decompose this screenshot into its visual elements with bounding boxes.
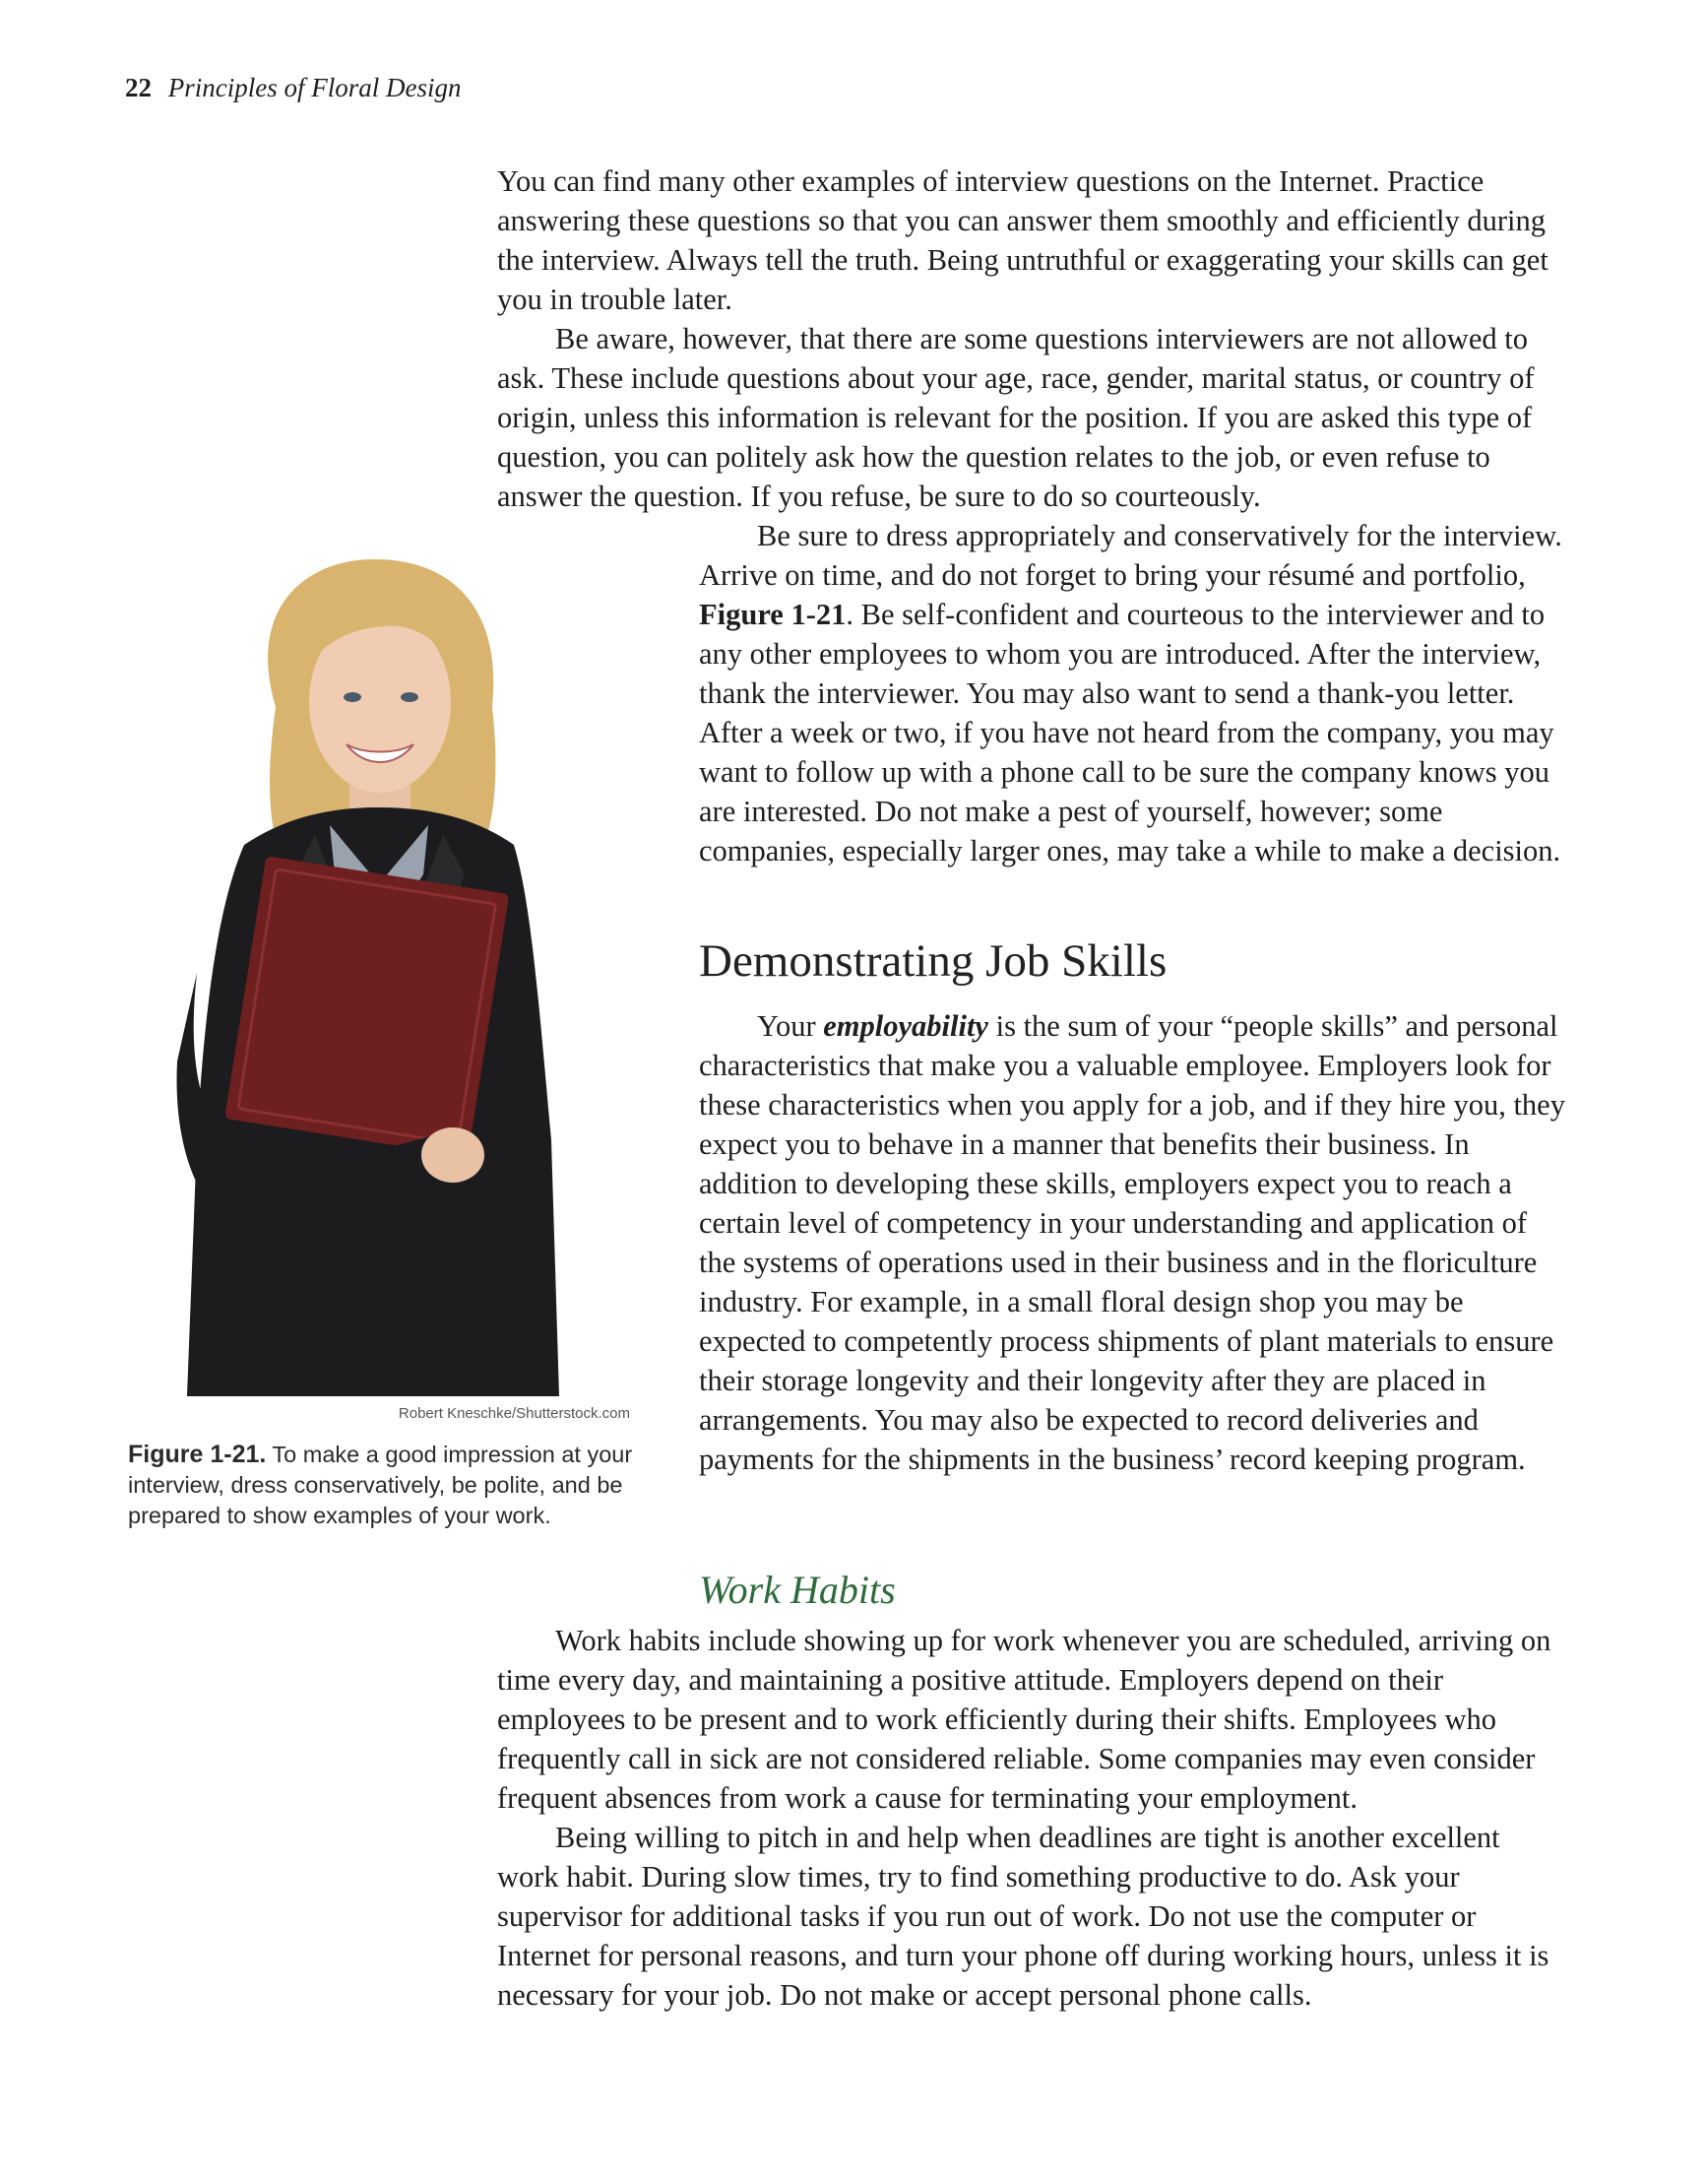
employability-text-block: [699, 1006, 1565, 1479]
work-habits-text-block: [497, 1621, 1560, 2015]
employability-paragraph-start: Your: [757, 1009, 824, 1043]
work-habits-paragraph-2: Being willing to pitch in and help when deadlines are tight is another excellent work habit. During slow times, try to find something productive to do. Ask your supervisor for additional tasks if you run out of work. Do not use the computer or Internet for personal reasons, and turn your phone off during working hours, unless it is necessary for your job. Do not make or accept personal phone calls.: [497, 1821, 1549, 2012]
intro-paragraph-2: Be aware, however, that there are some questions interviewers are not allowed to ask. These include questions about your age, race, gender, marital status, or country of origin, unless this information is relevant for the position. If you are asked this type of question, you can politely ask how the question relates to the job, or even refuse to answer the question. If you refuse, be sure to do so courteously.: [497, 322, 1535, 513]
employability-paragraph: [699, 1006, 1565, 1479]
hand: [421, 1127, 484, 1183]
page-number: 22: [125, 73, 152, 102]
caption-text: To make a good impression at your interview, dress conservatively, be polite, and be prepared to show examples of your work.: [128, 1442, 633, 1528]
right-eye: [401, 692, 418, 702]
employability-paragraph-end: is the sum of your “people skills” and personal characteristics that make you a valuable employee. Employers look for these characteristics when you apply for a job, and if they hire you, they expect you to behave in a manner that benefits their business. In addition to developing these skills, employers expect you to reach a certain level of competency in your understanding and application of the systems of operations used in their business and in the floriculture industry. For example, in a small floral design shop you may be expected to competently process shipments of plant materials to ensure their storage longevity and their longevity after they are placed in arrangements. You may also be expected to record deliveries and payments for the shipments in the business’ record keeping program.: [699, 1009, 1565, 1476]
woman-with-portfolio-illustration: [128, 549, 630, 1396]
figure-photo: [128, 549, 630, 1396]
section-heading: Demonstrating Job Skills: [699, 935, 1168, 987]
intro-text-block: [497, 161, 1560, 516]
dress-paragraph-end: . Be self-confident and courteous to the interviewer and to any other employees to whom you are introduced. After the interview, thank the interviewer. You may also want to send a thank-you letter. After a week or two, if you have not heard from the company, you may want to follow up with a phone call to be sure the company knows you are interested. Do not make a pest of yourself, however; some companies, especially larger ones, may take a while to make a decision.: [699, 598, 1561, 867]
portfolio: [224, 856, 509, 1157]
intro-paragraph-1: You can find many other examples of interview questions on the Internet. Practice answering these questions so that you can answer them smoothly and efficiently during the interview. Always tell the truth. Being untruthful or exaggerating your skills can get you in trouble later.: [497, 164, 1548, 316]
running-header: [125, 73, 461, 103]
dress-paragraph: [699, 516, 1565, 870]
caption-label: Figure 1-21.: [128, 1441, 267, 1468]
book-title: Principles of Floral Design: [167, 73, 462, 102]
subsection-heading: Work Habits: [699, 1568, 896, 1612]
key-term: employability: [823, 1009, 988, 1043]
figure-reference: Figure 1-21: [699, 598, 847, 631]
work-habits-paragraph-1: Work habits include showing up for work whenever you are scheduled, arriving on time every day, and maintaining a positive attitude. Employers depend on their employees to be present and to work efficiently during their shifts. Employees who frequently call in sick are not considered reliable. Some companies may even consider frequent absences from work a cause for terminating your employment.: [497, 1624, 1551, 1815]
photo-credit: Robert Kneschke/Shutterstock.com: [398, 1405, 630, 1422]
left-eye: [344, 692, 361, 702]
dress-paragraph-start: Be sure to dress appropriately and conservatively for the interview. Arrive on time, and do not forget to bring your résumé and portfolio,: [699, 519, 1562, 592]
dress-text-block: [699, 516, 1565, 870]
figure-caption: [128, 1440, 640, 1531]
